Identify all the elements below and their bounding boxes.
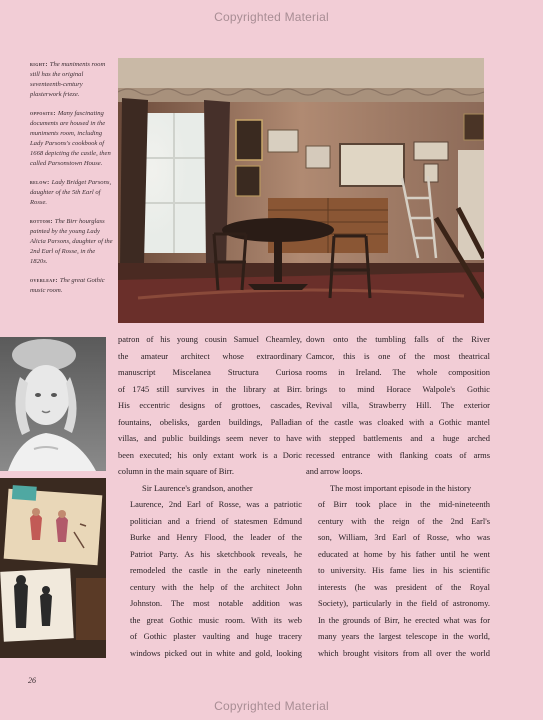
caption-label: bottom:: [30, 218, 53, 225]
text-line: the amateur architect whose extraordinary: [118, 350, 302, 361]
caption-label: overleaf:: [30, 277, 58, 284]
text-line: Society), particularly in the field of astronomy.: [318, 598, 490, 608]
caption-opposite: [30, 109, 114, 169]
paragraph: [306, 331, 490, 480]
text-line: and arrow loops.: [306, 466, 363, 476]
text-line: patron of his young cousin Samuel Chearnley,: [118, 334, 302, 344]
text-line: Revival villa, Strawberry Hill. The exterior: [306, 400, 490, 410]
caption-text: Many fascinating documents are housed in the muniments room, including Lady Parsons's cookbook of 1668 depicting the castle, then called Parsonstown House.: [30, 110, 111, 167]
body-text-column-left: [118, 331, 302, 661]
text-line: Sir Laurence's grandson, another: [142, 482, 253, 493]
text-line: of Birr took place in the mid-nineteenth: [318, 499, 490, 509]
caption-label: below:: [30, 179, 50, 186]
text-line: century with the reign of the 2nd Earl's: [318, 515, 490, 526]
caption-overleaf: [30, 276, 114, 296]
body-text-column-right: [306, 331, 490, 661]
caption-label: opposite:: [30, 110, 56, 117]
text-line: many years the largest telescope in the world,: [318, 631, 490, 641]
text-line: been executed; his only extant work is a Doric: [118, 449, 302, 460]
caption-text: The muniments room still has the original seventeenth-century plasterwork frieze.: [30, 61, 106, 98]
muniments-room-photo: [118, 58, 484, 323]
text-line: Burke and Henry Flood, the leader of the: [130, 532, 302, 542]
text-line: of the castle was cloaked with a Gothic mantel: [306, 416, 490, 427]
text-line: brings to mind Horace Walpole's Gothic: [306, 383, 490, 394]
text-line: windows picked out in white and gold, looking: [130, 647, 302, 658]
text-line: Patriot Party. As his sketchbook reveals, he: [130, 548, 302, 559]
caption-text: The great Gothic music room.: [30, 277, 105, 294]
caption-text: Lady Bridget Parsons, daughter of the 5th Earl of Rosse.: [30, 179, 112, 206]
page-number: 26: [28, 676, 36, 685]
text-line: interests (he was president of the Royal: [318, 581, 490, 592]
paragraph: [306, 480, 490, 662]
caption-block: [30, 60, 114, 305]
caption-text: The Birr hourglass painted by the young Lady Alicia Parsons, daughter of the 2nd Earl of Rosse, in the 1820s.: [30, 218, 113, 265]
text-line: remodeled the castle in the early nineteenth: [130, 565, 302, 575]
text-line: The most important episode in the history: [330, 482, 472, 493]
caption-right: [30, 60, 114, 100]
text-line: rooms in Ireland. The whole composition: [306, 367, 490, 377]
text-line: which brought visitors from all over the world: [318, 647, 490, 658]
text-line: Camcor, this is one of the most theatrical: [306, 350, 490, 361]
text-line: with stepped battlements and a huge arched: [306, 433, 490, 443]
lady-bridget-portrait-photo: [0, 337, 106, 471]
paragraph: [118, 331, 302, 480]
text-line: to university. His fame lies in his scientific: [318, 565, 490, 575]
text-line: In the grounds of Birr, he erected what was for: [318, 614, 490, 625]
text-line: Johnston. The most notable addition was: [130, 598, 302, 608]
text-line: down onto the tumbling falls of the River: [306, 334, 490, 344]
text-line: educated at home by his father until he went: [318, 548, 490, 559]
text-line: villas, and public buildings seem never to have: [118, 433, 302, 443]
watermark-bottom: Copyrighted Material: [214, 699, 329, 713]
text-line: fountains, obelisks, garden buildings, Palladian: [118, 416, 302, 427]
text-line: son, William, 3rd Earl of Rosse, who was: [318, 532, 490, 542]
text-line: column in the main square of Birr.: [118, 466, 234, 476]
text-line: of Gothic plaster vaulting and huge tracery: [130, 631, 302, 641]
text-line: manuscript Miscelanea Structura Curiosa: [118, 367, 302, 377]
paragraph: [118, 480, 302, 662]
caption-bottom: [30, 217, 114, 267]
text-line: of 1745 still survives in the library at Birr.: [118, 383, 302, 394]
caption-label: right:: [30, 61, 48, 68]
text-line: century with the help of the architect John: [130, 581, 302, 592]
caption-below: [30, 178, 114, 208]
text-line: Laurence, 2nd Earl of Rosse, was a patriotic: [130, 499, 302, 509]
text-line: the great Gothic music room. With its web: [130, 614, 302, 625]
birr-hourglass-photo: [0, 478, 106, 658]
text-line: recessed entrance with flanking coats of arms: [306, 449, 490, 460]
watermark-top: Copyrighted Material: [214, 10, 329, 24]
text-line: politician and a friend of statesmen Edmund: [130, 515, 302, 526]
text-line: His eccentric designs of grottoes, cascades,: [118, 400, 302, 410]
